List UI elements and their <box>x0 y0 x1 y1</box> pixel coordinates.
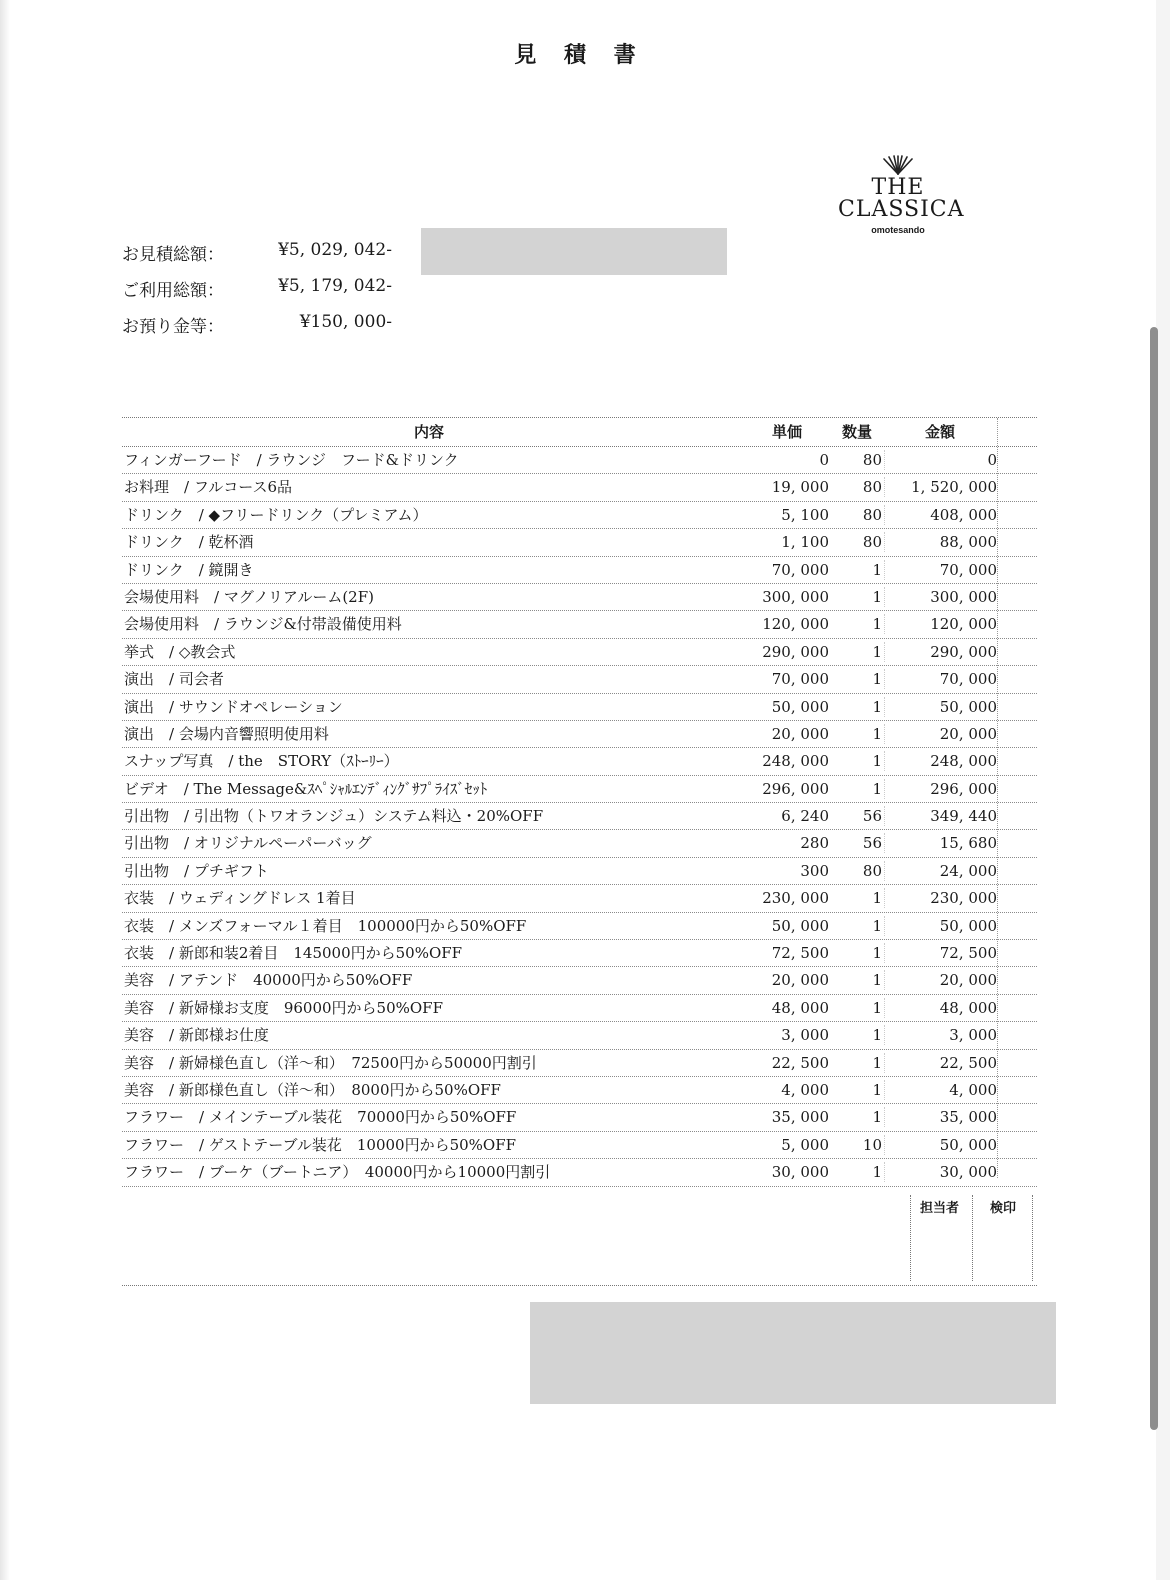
row-unit-price: 1, 100 <box>781 533 829 552</box>
row-item: ドリンク / 乾杯酒 <box>124 533 254 552</box>
row-quantity: 1 <box>872 560 882 579</box>
row-unit-price: 248, 000 <box>762 752 829 771</box>
row-amount: 20, 000 <box>939 971 997 990</box>
row-quantity: 1 <box>872 697 882 716</box>
table-row <box>122 502 1037 529</box>
stamp-divider <box>972 1195 973 1281</box>
summary-value: ¥150, 000- <box>299 312 392 332</box>
table-row <box>122 748 1037 775</box>
header-item: 内容 <box>414 423 445 441</box>
column-divider <box>884 450 885 470</box>
row-quantity: 10 <box>862 1135 882 1154</box>
row-quantity: 56 <box>862 807 882 826</box>
row-quantity: 1 <box>872 752 882 771</box>
summary-row-deposit <box>122 312 392 348</box>
row-unit-price: 6, 240 <box>781 807 829 826</box>
table-row <box>122 447 1037 474</box>
column-divider <box>884 560 885 580</box>
table-row <box>122 666 1037 693</box>
summary-totals <box>122 240 392 348</box>
row-amount: 3, 000 <box>949 1026 997 1045</box>
row-quantity: 1 <box>872 670 882 689</box>
row-quantity: 80 <box>862 505 882 524</box>
logo-line2: CLASSICA <box>838 197 965 222</box>
redacted-block <box>530 1302 1056 1404</box>
row-item: 美容 / 新郎様お仕度 <box>124 1026 269 1045</box>
row-unit-price: 296, 000 <box>762 779 829 798</box>
stamp-label-inspection: 検印 <box>990 1201 1017 1216</box>
row-amount: 230, 000 <box>930 889 997 908</box>
table-header <box>122 418 1037 447</box>
row-amount: 349, 440 <box>930 807 997 826</box>
row-amount: 408, 000 <box>930 505 997 524</box>
stamp-divider <box>910 1195 911 1281</box>
row-item: 衣装 / 新郎和装2着目 145000円から50%OFF <box>124 944 463 963</box>
row-item: 美容 / 新郎様色直し（洋～和） 8000円から50%OFF <box>124 1080 501 1099</box>
row-unit-price: 70, 000 <box>771 670 829 689</box>
redacted-block <box>421 228 727 275</box>
stamp-label-staff: 担当者 <box>920 1201 960 1216</box>
row-amount: 48, 000 <box>939 998 997 1017</box>
row-item: 会場使用料 / ラウンジ&付帯設備使用料 <box>124 615 402 634</box>
page-edge-shadow <box>0 0 10 1580</box>
table-row <box>122 803 1037 830</box>
row-amount: 30, 000 <box>939 1163 997 1182</box>
header-quantity: 数量 <box>842 423 873 441</box>
row-quantity: 1 <box>872 1108 882 1127</box>
row-item: フラワー / ブーケ（ブートニア） 40000円から10000円割引 <box>124 1163 551 1182</box>
column-divider <box>884 614 885 634</box>
table-row <box>122 474 1037 501</box>
table-row <box>122 913 1037 940</box>
row-unit-price: 290, 000 <box>762 642 829 661</box>
row-unit-price: 0 <box>819 451 829 469</box>
row-quantity: 1 <box>872 1053 882 1072</box>
stamp-divider <box>1032 1195 1033 1281</box>
table-row <box>122 1132 1037 1159</box>
column-divider <box>884 1080 885 1100</box>
summary-label: ご利用総額： <box>122 281 224 301</box>
row-unit-price: 20, 000 <box>771 724 829 743</box>
row-item: お料理 / フルコース6品 <box>124 478 293 497</box>
row-unit-price: 70, 000 <box>771 560 829 579</box>
row-quantity: 1 <box>872 1163 882 1182</box>
row-unit-price: 48, 000 <box>771 998 829 1017</box>
row-amount: 50, 000 <box>939 697 997 716</box>
row-amount: 20, 000 <box>939 724 997 743</box>
row-quantity: 1 <box>872 889 882 908</box>
logo-line1: THE <box>871 175 925 200</box>
summary-value: ¥5, 029, 042- <box>278 240 392 260</box>
row-amount: 50, 000 <box>939 1135 997 1154</box>
row-unit-price: 19, 000 <box>771 478 829 497</box>
row-item: フィンガーフード / ラウンジ フード&ドリンク <box>124 451 459 469</box>
row-amount: 15, 680 <box>939 834 997 853</box>
bottom-rule <box>122 1285 1037 1286</box>
row-item: 衣装 / ウェディングドレス 1着目 <box>124 889 356 908</box>
row-quantity: 80 <box>862 861 882 880</box>
table-row <box>122 557 1037 584</box>
row-unit-price: 35, 000 <box>771 1108 829 1127</box>
row-quantity: 1 <box>872 944 882 963</box>
summary-value: ¥5, 179, 042- <box>278 276 392 296</box>
summary-label: お見積総額： <box>122 245 224 265</box>
stamp-area <box>910 1195 1034 1281</box>
row-quantity: 1 <box>872 1080 882 1099</box>
column-divider <box>884 916 885 936</box>
table-row <box>122 721 1037 748</box>
row-unit-price: 120, 000 <box>762 615 829 634</box>
row-unit-price: 3, 000 <box>781 1026 829 1045</box>
column-divider <box>884 943 885 963</box>
row-item: 演出 / サウンドオペレーション <box>124 697 343 716</box>
column-divider <box>884 1025 885 1045</box>
column-divider <box>884 751 885 771</box>
column-divider <box>884 642 885 662</box>
row-item: ドリンク / ◆フリードリンク（プレミアム） <box>124 505 428 524</box>
row-amount: 120, 000 <box>930 615 997 634</box>
column-divider <box>884 861 885 881</box>
row-quantity: 1 <box>872 642 882 661</box>
row-item: 美容 / 新婦様色直し（洋～和） 72500円から50000円割引 <box>124 1053 537 1072</box>
row-unit-price: 230, 000 <box>762 889 829 908</box>
row-amount: 70, 000 <box>939 560 997 579</box>
row-amount: 88, 000 <box>939 533 997 552</box>
table-row <box>122 830 1037 857</box>
column-divider <box>884 998 885 1018</box>
table-row <box>122 1022 1037 1049</box>
row-amount: 300, 000 <box>930 587 997 606</box>
column-divider <box>884 888 885 908</box>
row-item: 演出 / 会場内音響照明使用料 <box>124 724 329 743</box>
table-row <box>122 639 1037 666</box>
row-item: フラワー / ゲストテーブル装花 10000円から50%OFF <box>124 1135 517 1154</box>
row-quantity: 80 <box>862 533 882 552</box>
row-quantity: 1 <box>872 971 882 990</box>
row-item: ビデオ / The Message&ｽﾍﾟｼｬﾙｴﾝﾃﾞｨﾝｸﾞｻﾌﾟﾗｲｽﾞｾｯﾄ <box>124 779 488 798</box>
row-unit-price: 20, 000 <box>771 971 829 990</box>
row-unit-price: 50, 000 <box>771 916 829 935</box>
table-row <box>122 776 1037 803</box>
row-unit-price: 5, 100 <box>781 505 829 524</box>
header-unit-price: 単価 <box>772 423 803 441</box>
column-divider <box>884 477 885 497</box>
table-row <box>122 1104 1037 1131</box>
row-item: 引出物 / 引出物（トワオランジュ）システム料込・20%OFF <box>124 807 544 826</box>
row-quantity: 1 <box>872 587 882 606</box>
scrollbar-track[interactable] <box>1156 0 1170 1580</box>
row-amount: 248, 000 <box>930 752 997 771</box>
table-row <box>122 995 1037 1022</box>
row-item: 美容 / 新婦様お支度 96000円から50%OFF <box>124 998 443 1017</box>
row-amount: 4, 000 <box>949 1080 997 1099</box>
fan-icon <box>881 155 915 175</box>
row-unit-price: 50, 000 <box>771 697 829 716</box>
table-row <box>122 529 1037 556</box>
estimate-table <box>122 417 1037 1187</box>
column-divider <box>884 532 885 552</box>
column-divider <box>884 970 885 990</box>
row-item: フラワー / メインテーブル装花 70000円から50%OFF <box>124 1108 517 1127</box>
table-row <box>122 885 1037 912</box>
row-unit-price: 22, 500 <box>771 1053 829 1072</box>
row-amount: 70, 000 <box>939 670 997 689</box>
column-divider <box>884 806 885 826</box>
row-amount: 0 <box>987 451 997 469</box>
column-divider <box>884 724 885 744</box>
column-divider <box>884 1107 885 1127</box>
column-divider <box>884 1162 885 1182</box>
header-amount: 金額 <box>925 423 956 441</box>
row-item: 引出物 / オリジナルペーパーバッグ <box>124 834 372 853</box>
column-divider <box>884 669 885 689</box>
row-item: 演出 / 司会者 <box>124 670 224 689</box>
row-amount: 296, 000 <box>930 779 997 798</box>
company-logo <box>838 155 965 235</box>
table-row <box>122 694 1037 721</box>
row-quantity: 1 <box>872 916 882 935</box>
row-amount: 22, 500 <box>939 1053 997 1072</box>
row-item: ドリンク / 鏡開き <box>124 560 254 579</box>
row-unit-price: 30, 000 <box>771 1163 829 1182</box>
document-title: 見 積 書 <box>514 42 646 68</box>
row-item: 美容 / アテンド 40000円から50%OFF <box>124 971 413 990</box>
row-quantity: 1 <box>872 615 882 634</box>
row-quantity: 1 <box>872 724 882 743</box>
table-body <box>122 447 1037 1187</box>
row-quantity: 80 <box>862 451 882 469</box>
row-amount: 72, 500 <box>939 944 997 963</box>
row-amount: 1, 520, 000 <box>911 478 997 497</box>
row-item: 挙式 / ◇教会式 <box>124 642 236 661</box>
column-divider <box>884 505 885 525</box>
table-row <box>122 967 1037 994</box>
table-row <box>122 858 1037 885</box>
row-unit-price: 300 <box>800 861 829 880</box>
logo-line3: omotesando <box>871 225 925 235</box>
row-item: 会場使用料 / マグノリアルーム(2F) <box>124 587 374 606</box>
row-unit-price: 300, 000 <box>762 587 829 606</box>
row-amount: 290, 000 <box>930 642 997 661</box>
row-amount: 24, 000 <box>939 861 997 880</box>
column-divider <box>884 1053 885 1073</box>
column-divider <box>884 697 885 717</box>
table-row <box>122 940 1037 967</box>
table-row <box>122 584 1037 611</box>
table-row <box>122 1077 1037 1104</box>
table-row <box>122 1159 1037 1186</box>
table-row <box>122 611 1037 638</box>
column-divider <box>884 833 885 853</box>
column-divider <box>884 1135 885 1155</box>
row-unit-price: 5, 000 <box>781 1135 829 1154</box>
column-divider <box>997 418 998 1178</box>
row-item: 衣装 / メンズフォーマル１着目 100000円から50%OFF <box>124 916 527 935</box>
row-quantity: 1 <box>872 1026 882 1045</box>
table-row <box>122 1050 1037 1077</box>
row-amount: 50, 000 <box>939 916 997 935</box>
scrollbar-thumb[interactable] <box>1150 327 1158 1430</box>
row-amount: 35, 000 <box>939 1108 997 1127</box>
column-divider <box>884 587 885 607</box>
row-item: スナップ写真 / the STORY（ｽﾄｰﾘｰ） <box>124 752 399 771</box>
row-unit-price: 72, 500 <box>771 944 829 963</box>
row-quantity: 56 <box>862 834 882 853</box>
row-unit-price: 4, 000 <box>781 1080 829 1099</box>
column-divider <box>884 779 885 799</box>
row-unit-price: 280 <box>800 834 829 853</box>
summary-label: お預り金等： <box>122 317 224 337</box>
row-item: 引出物 / プチギフト <box>124 861 269 880</box>
row-quantity: 80 <box>862 478 882 497</box>
row-quantity: 1 <box>872 998 882 1017</box>
row-quantity: 1 <box>872 779 882 798</box>
summary-row-estimate <box>122 240 392 276</box>
summary-row-usage <box>122 276 392 312</box>
